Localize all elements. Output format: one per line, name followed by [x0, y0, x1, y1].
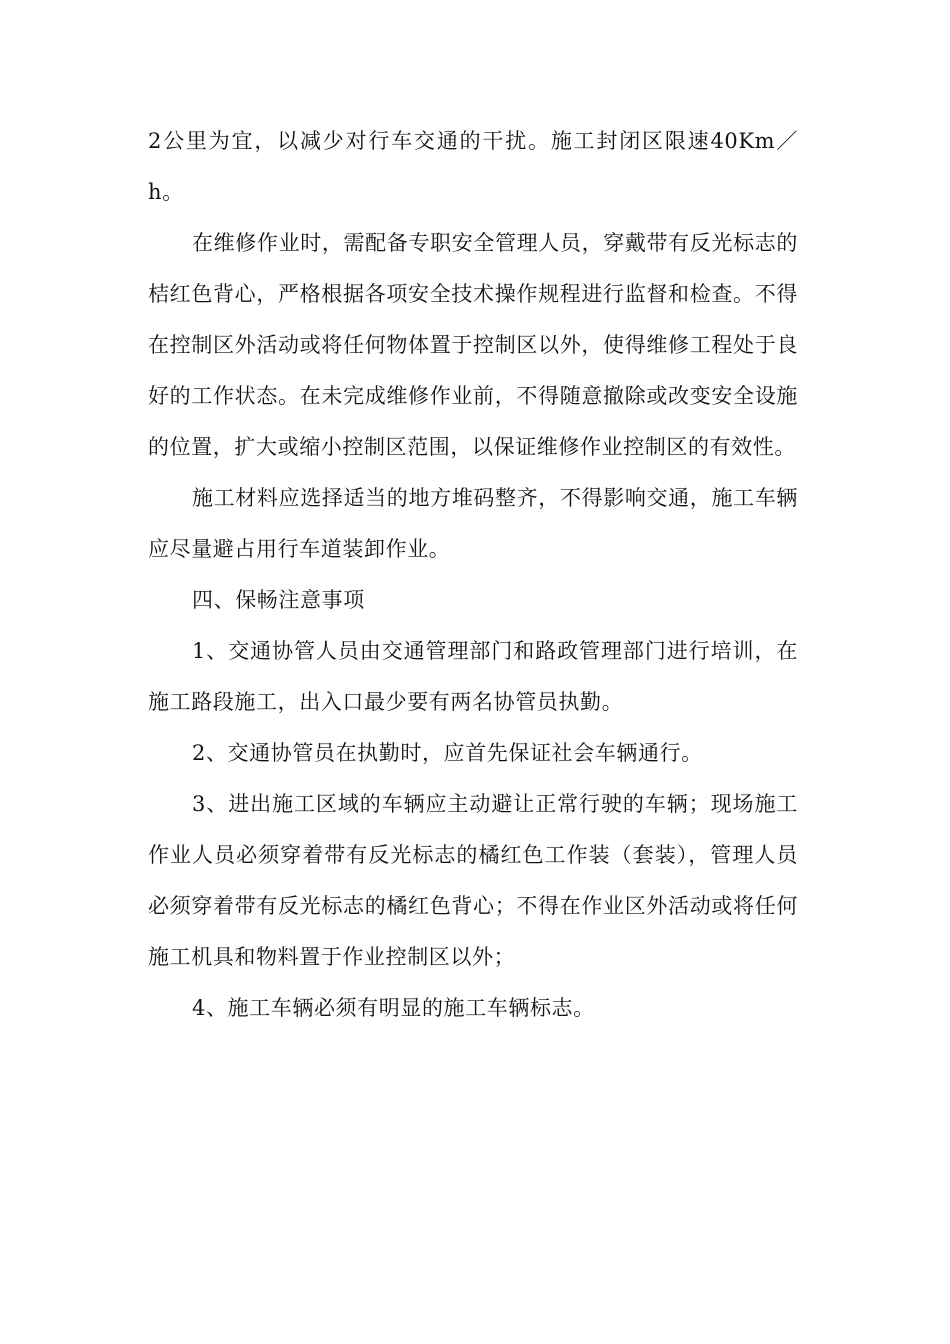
section-heading: 四、保畅注意事项: [192, 588, 365, 612]
list-item-3: 3、进出施工区域的车辆应主动避让正常行驶的车辆；现场施工作业人员必须穿着带有反光标志的橘红色工作装（套装），管理人员必须穿着带有反光标志的橘红色背心；不得在作业区外活动或将任何施工机具和物料置于作业控制区以外；: [148, 792, 798, 969]
list-item-4: 4、施工车辆必须有明显的施工车辆标志。: [192, 996, 595, 1020]
list-item-2: 2、交通协管员在执勤时，应首先保证社会车辆通行。: [192, 741, 703, 765]
list-item-1: 1、交通协管人员由交通管理部门和路政管理部门进行培训，在施工路段施工，出入口最少要有两名协管员执勤。: [148, 639, 798, 714]
document-body: [148, 116, 798, 1034]
paragraph-speed-limit: 2公里为宜，以减少对行车交通的干扰。施工封闭区限速40Km／h。: [148, 129, 798, 204]
paragraph-safety-management: 在维修作业时，需配备专职安全管理人员，穿戴带有反光标志的桔红色背心，严格根据各项安全技术操作规程进行监督和检查。不得在控制区外活动或将任何物体置于控制区以外，使得维修工程处于良好的工作状态。在未完成维修作业前，不得随意撤除或改变安全设施的位置，扩大或缩小控制区范围，以保证维修作业控制区的有效性。: [148, 231, 798, 459]
paragraph-materials: 施工材料应选择适当的地方堆码整齐，不得影响交通，施工车辆应尽量避占用行车道装卸作业。: [148, 486, 798, 561]
